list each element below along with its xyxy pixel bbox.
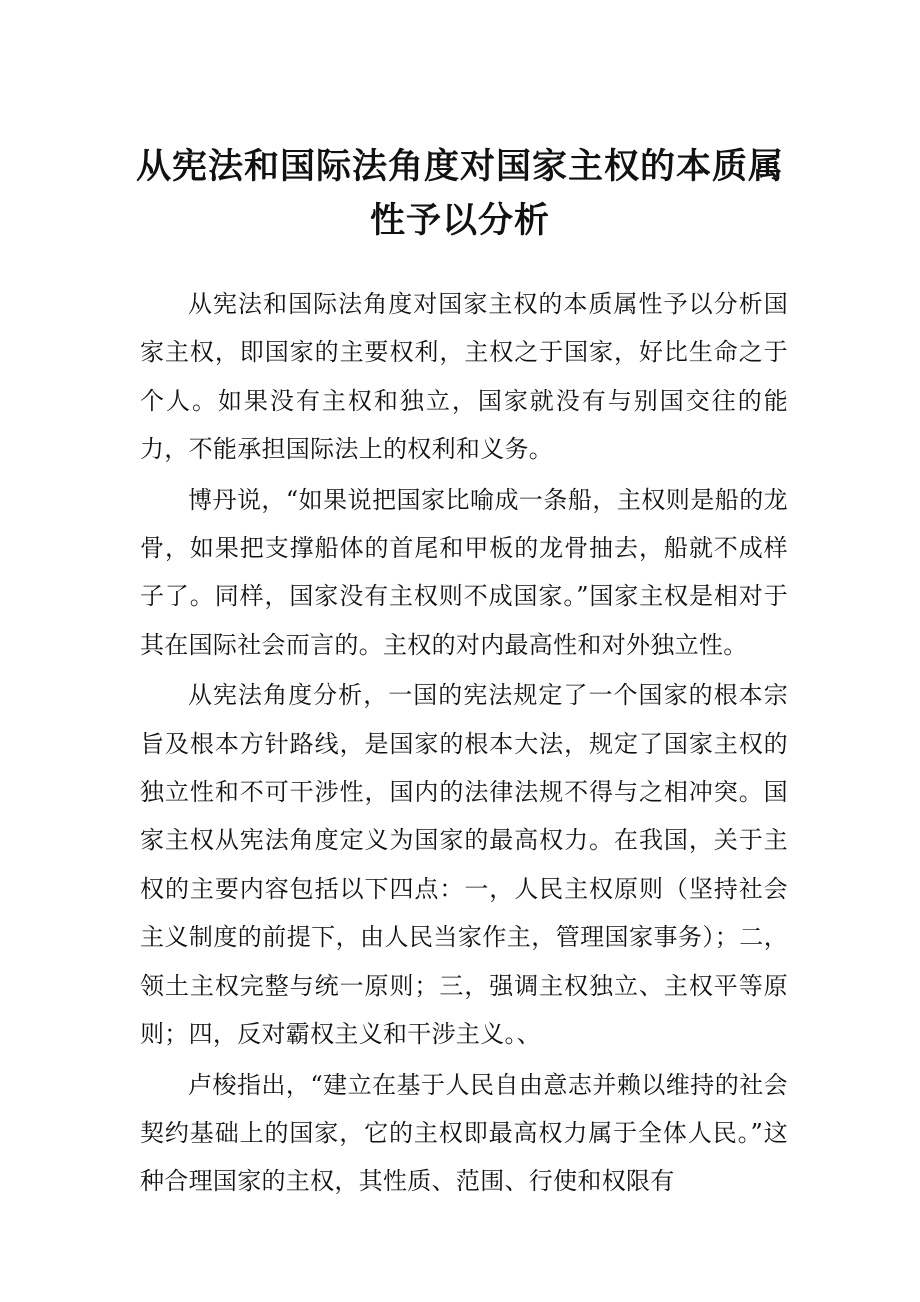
paragraph: 卢梭指出，“建立在基于人民自由意志并赖以维持的社会契约基础上的国家，它的主权即最高权力属于全体人民。”这种合理国家的主权，其性质、范围、行使和权限有 — [140, 1070, 788, 1196]
title-line-2: 性予以分析 — [369, 200, 550, 241]
paragraph: 从宪法角度分析，一国的宪法规定了一个国家的根本宗旨及根本方针路线，是国家的根本大法，规定了国家主权的独立性和不可干涉性，国内的法律法规不得与之相冲突。国家主权从宪法角度定义为国家的最高权力。在我国，关于主权的主要内容包括以下四点：一，人民主权原则（坚持社会主义制度的前提下，由人民当家作主，管理国家事务）；二，领土主权完整与统一原则；三，强调主权独立、主权平等原则；四，反对霸权主义和干涉主义。、 — [140, 681, 788, 1049]
title-line-1: 从宪法和国际法角度对国家主权的本质属 — [135, 146, 784, 187]
document-title — [110, 140, 810, 248]
document-body — [140, 280, 788, 1208]
paragraph: 博丹说，“如果说把国家比喻成一条船，主权则是船的龙骨，如果把支撑船体的首尾和甲板的龙骨抽去，船就不成样子了。同样，国家没有主权则不成国家。”国家主权是相对于其在国际社会而言的。主权的对内最高性和对外独立性。 — [140, 485, 788, 659]
paragraph: 从宪法和国际法角度对国家主权的本质属性予以分析国家主权，即国家的主要权利，主权之于国家，好比生命之于个人。如果没有主权和独立，国家就没有与别国交往的能力，不能承担国际法上的权利和义务。 — [140, 290, 788, 464]
